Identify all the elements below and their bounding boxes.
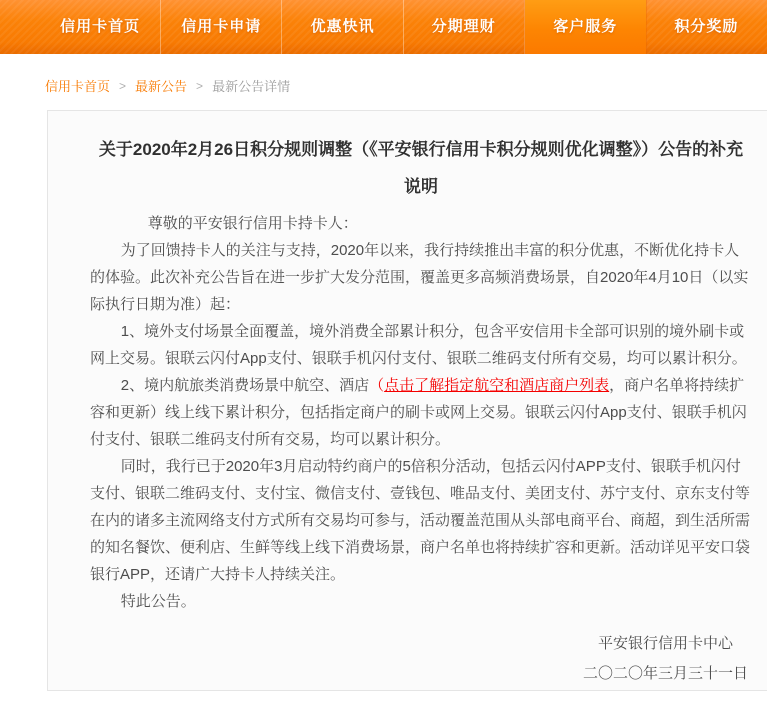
paragraph-item1: 1、境外支付场景全面覆盖，境外消费全部累计积分，包含平安信用卡全部可识别的境外刷卡或网上交易。银联云闪付App支付、银联手机闪付支付、银联二维码支付所有交易，均可以累计积分。 [90, 323, 747, 367]
announcement-body [90, 210, 752, 615]
nav-tab-points-reward[interactable]: 积分奖励 [674, 17, 739, 35]
breadcrumb-separator-icon: > [196, 78, 204, 93]
item2-post-text: ，商户名单将持续扩容和更新）线上线下累计积分，包括指定商户的刷卡或网上交易。银联云闪付App支付、银联手机闪付支付、银联二维码支付所有交易，均可以累计积分。 [90, 377, 747, 448]
nav-tab-installment[interactable]: 分期理财 [404, 0, 525, 54]
main-nav [0, 0, 767, 54]
breadcrumb [45, 78, 767, 93]
breadcrumb-separator-icon: > [119, 78, 127, 93]
signature-block [583, 629, 748, 689]
signature-date: 二〇二〇年三月三十一日 [582, 665, 748, 682]
announcement-title: 关于2020年2月26日积分规则调整（《平安银行信用卡积分规则优化调整》）公告的补充说明 [98, 140, 744, 196]
signature-name: 平安银行信用卡中心 [597, 635, 733, 652]
item2-pre-text: 2、境内航旅类消费场景中航空、酒店 [120, 377, 370, 394]
breadcrumb-announcements-link[interactable]: 最新公告 [135, 79, 188, 94]
paragraph-item2 [90, 372, 752, 453]
paragraph-intro: 为了回馈持卡人的关注与支持，2020年以来，我行持续推出丰富的积分优惠，不断优化持卡人的体验。此次补充公告旨在进一步扩大发分范围，覆盖更多高频消费场景，自2020年4月10日（以实际执行日期为准）起： [90, 242, 749, 313]
nav-tab-offers[interactable]: 优惠快讯 [282, 0, 403, 54]
nav-tab-apply[interactable]: 信用卡申请 [161, 0, 282, 54]
breadcrumb-home-link[interactable]: 信用卡首页 [45, 79, 111, 94]
nav-tab-customer-service[interactable]: 客户服务 [525, 0, 646, 54]
nav-tab-home[interactable]: 信用卡首页 [40, 0, 161, 54]
paragraph-activity: 同时，我行已于2020年3月启动特约商户的5倍积分活动，包括云闪付APP支付、银联手机闪付支付、银联二维码支付、支付宝、微信支付、壹钱包、唯品支付、美团支付、苏宁支付、京东支付等在内的诸多主流网络支付方式所有交易均可参与，活动覆盖范围从头部电商平台、商超，到生活所需的知名餐饮、便利店、生鲜等线上线下消费场景，商户名单也将持续扩容和更新。活动详见平安口袋银行APP，还请广大持卡人持续关注。 [90, 458, 751, 583]
announcement-panel [47, 110, 767, 691]
breadcrumb-current-page: 最新公告详情 [212, 79, 291, 94]
merchant-list-link[interactable]: 点击了解指定航空和酒店商户列表 [384, 377, 610, 394]
salutation: 尊敬的平安银行信用卡持卡人： [147, 215, 358, 232]
item2-open-paren: （ [369, 377, 385, 394]
paragraph-closing: 特此公告。 [120, 593, 196, 610]
